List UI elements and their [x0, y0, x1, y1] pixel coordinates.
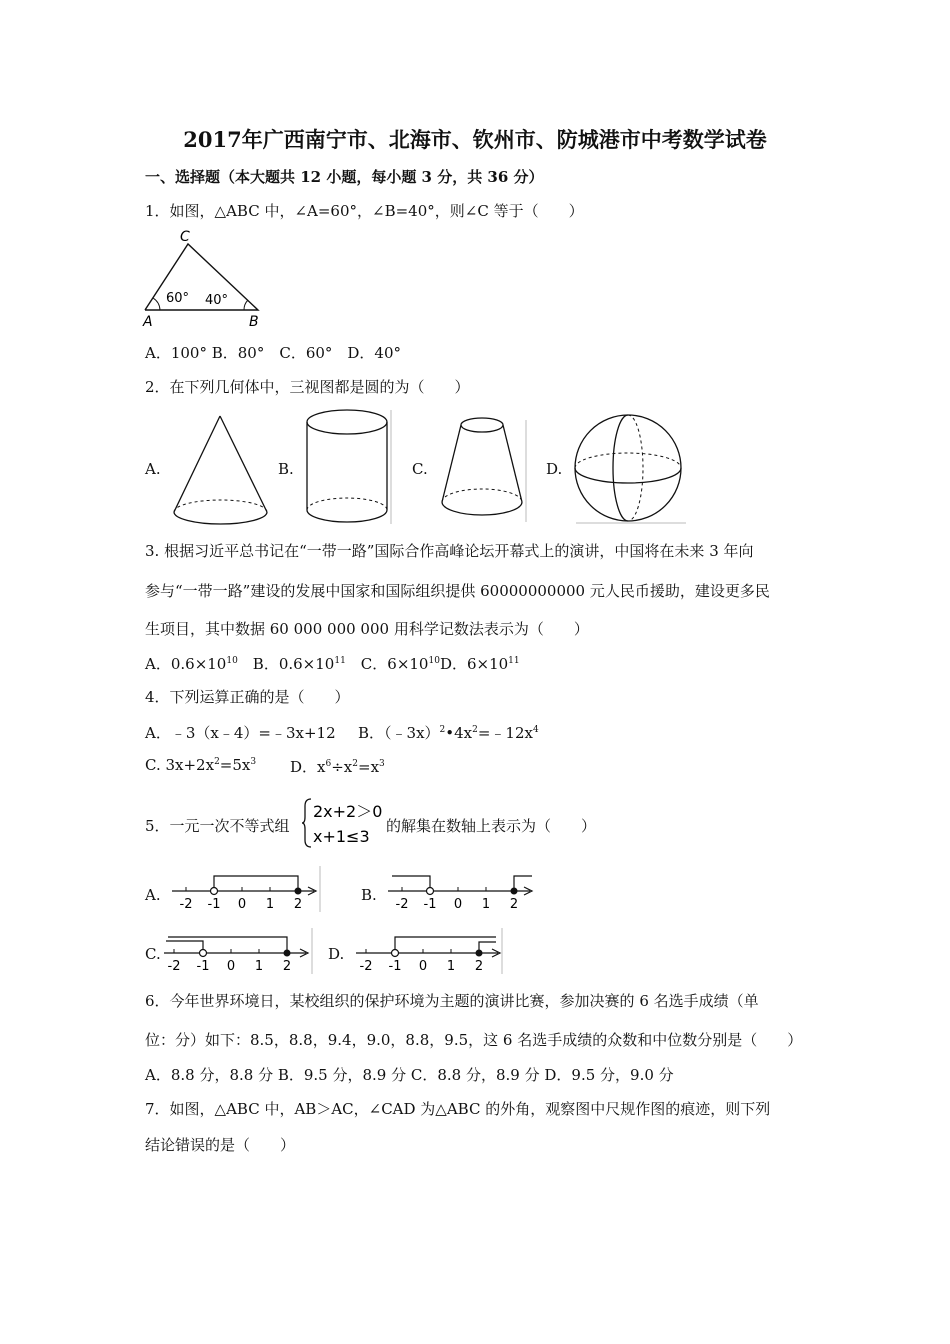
tick-label: 0 — [226, 959, 236, 974]
q4-option-c — [145, 756, 256, 774]
q4-c-part1: C. 3x+2x — [145, 756, 215, 774]
q4-b-part3: =﹣12x — [477, 724, 533, 742]
tick-label: 2 — [509, 897, 519, 912]
tick-label: 0 — [453, 897, 463, 912]
cylinder-figure — [302, 404, 394, 528]
tick-label: -1 — [388, 959, 402, 974]
q4-d-part2: ÷x — [331, 758, 353, 776]
frustum-figure — [436, 416, 530, 526]
q4-c-exp1: 2 — [214, 757, 220, 767]
angle-a-arc — [153, 298, 160, 310]
tick-label: 1 — [265, 897, 275, 912]
q7-line-2: 结论错误的是（ ） — [145, 1136, 296, 1154]
q4-option-d — [290, 756, 385, 777]
q4-d-exp2: 2 — [352, 759, 358, 769]
tick-label: 0 — [418, 959, 428, 974]
q4-d-exp1: 6 — [325, 759, 332, 769]
q3-option-d-exp: 11 — [508, 656, 520, 666]
tick-label: 2 — [282, 959, 292, 974]
number-line-a — [168, 864, 324, 914]
tick-label: -1 — [207, 897, 221, 912]
tick-label: 0 — [237, 897, 247, 912]
q2-label-d: D. — [546, 460, 563, 478]
system-top: 2x+2＞0 — [313, 802, 383, 821]
tick-label: 2 — [474, 959, 484, 974]
q5-label-c: C. — [145, 945, 161, 963]
q4-stem: 4．下列运算正确的是（ ） — [145, 688, 350, 706]
number-line-c — [160, 926, 316, 976]
q4-d-part3: =x — [358, 758, 380, 776]
tick-label: 1 — [481, 897, 491, 912]
angle-b-arc — [244, 300, 248, 310]
page-title: 2017年广西南宁市、北海市、钦州市、防城港市中考数学试卷 — [183, 127, 767, 152]
q4-c-part2: =5x — [219, 756, 251, 774]
cone-figure — [168, 412, 276, 526]
q5-label-a: A. — [145, 886, 161, 904]
tick-label: 2 — [293, 897, 303, 912]
triangle-abc — [145, 244, 258, 310]
tick-label: -2 — [167, 959, 181, 974]
q4-b-exp1: 2 — [439, 725, 446, 735]
q2-label-c: C. — [412, 460, 428, 478]
q4-option-b — [358, 722, 539, 743]
q3-option-c-exp: 10 — [428, 656, 440, 666]
q4-d-exp3: 3 — [379, 759, 385, 769]
vertex-a-label: A — [143, 314, 153, 330]
q3-line-2: 参与“一带一路”建设的发展中国家和国际组织提供 60000000000 元人民币援助，建设更多民 — [145, 582, 770, 600]
q5-inequality-system — [302, 796, 386, 850]
q3-option-c: C．6×10 — [345, 655, 429, 673]
q4-b-exp2: 2 — [472, 725, 478, 735]
sphere-figure — [570, 412, 692, 528]
tick-label: -2 — [395, 897, 409, 912]
q5-stem-pre: 5．一元一次不等式组 — [145, 817, 290, 835]
tick-label: -1 — [196, 959, 210, 974]
q3-option-b: B．0.6×10 — [237, 655, 335, 673]
q1-options: A．100° B．80° C．60° D．40° — [145, 344, 402, 362]
q2-label-b: B. — [278, 460, 294, 478]
q4-c-exp2: 3 — [250, 757, 257, 767]
tick-label: 1 — [254, 959, 264, 974]
q3-line-1: 3. 根据习近平总书记在“一带一路”国际合作高峰论坛开幕式上的演讲，中国将在未来 3 年向 — [145, 542, 754, 560]
q6-options: A．8.8 分，8.8 分 B．9.5 分，8.9 分 C．8.8 分，8.9 分 D．9.5 分，9.0 分 — [145, 1066, 674, 1084]
vertex-b-label: B — [249, 314, 259, 330]
vertex-c-label: C — [180, 229, 190, 245]
tick-label: -2 — [179, 897, 193, 912]
tick-label: -1 — [423, 897, 437, 912]
q3-option-d: D．6×10 — [439, 655, 509, 673]
q3-option-a-exp: 10 — [226, 656, 238, 666]
q5-stem-post: 的解集在数轴上表示为（ ） — [386, 817, 597, 835]
q3-options — [145, 653, 520, 674]
q5-label-b: B. — [361, 886, 377, 904]
number-line-d — [352, 926, 508, 976]
q5-label-d: D. — [328, 945, 345, 963]
q3-option-b-exp: 11 — [334, 656, 346, 666]
tick-label: 1 — [446, 959, 456, 974]
q7-line-1: 7．如图，△ABC 中，AB＞AC，∠CAD 为△ABC 的外角，观察图中尺规作图的痕迹，则下列 — [145, 1100, 771, 1118]
brace-icon — [302, 799, 311, 847]
system-bottom: x+1≤3 — [313, 827, 370, 846]
q3-line-3: 生项目，其中数据 60 000 000 000 用科学记数法表示为（ ） — [145, 620, 589, 638]
q2-stem: 2．在下列几何体中，三视图都是圆的为（ ） — [145, 378, 470, 396]
q6-line-1: 6．今年世界环境日，某校组织的保护环境为主题的演讲比赛，参加决赛的 6 名选手成绩（单 — [145, 992, 759, 1010]
angle-b-label: 40° — [205, 293, 229, 308]
angle-a-label: 60° — [166, 291, 190, 306]
q4-b-part2: •4x — [445, 724, 473, 742]
tick-label: -2 — [359, 959, 373, 974]
q4-b-part1: B．（﹣3x） — [358, 724, 440, 742]
section-header: 一、选择题（本大题共 12 小题，每小题 3 分，共 36 分） — [145, 168, 544, 186]
q4-d-part1: D．x — [290, 758, 326, 776]
q3-option-a: A．0.6×10 — [145, 655, 227, 673]
q4-option-a: A．﹣3（x﹣4）=﹣3x+12 — [145, 724, 336, 742]
q1-triangle-figure — [140, 226, 270, 330]
number-line-b — [384, 864, 540, 914]
q6-line-2: 位：分）如下：8.5，8.8，9.4，9.0，8.8，9.5，这 6 名选手成绩的众数和中位数分别是（ ） — [145, 1031, 803, 1049]
q1-stem: 1．如图，△ABC 中，∠A=60°，∠B=40°，则∠C 等于（ ） — [145, 202, 584, 220]
q2-label-a: A. — [145, 460, 161, 478]
q4-b-exp3: 4 — [532, 725, 539, 735]
